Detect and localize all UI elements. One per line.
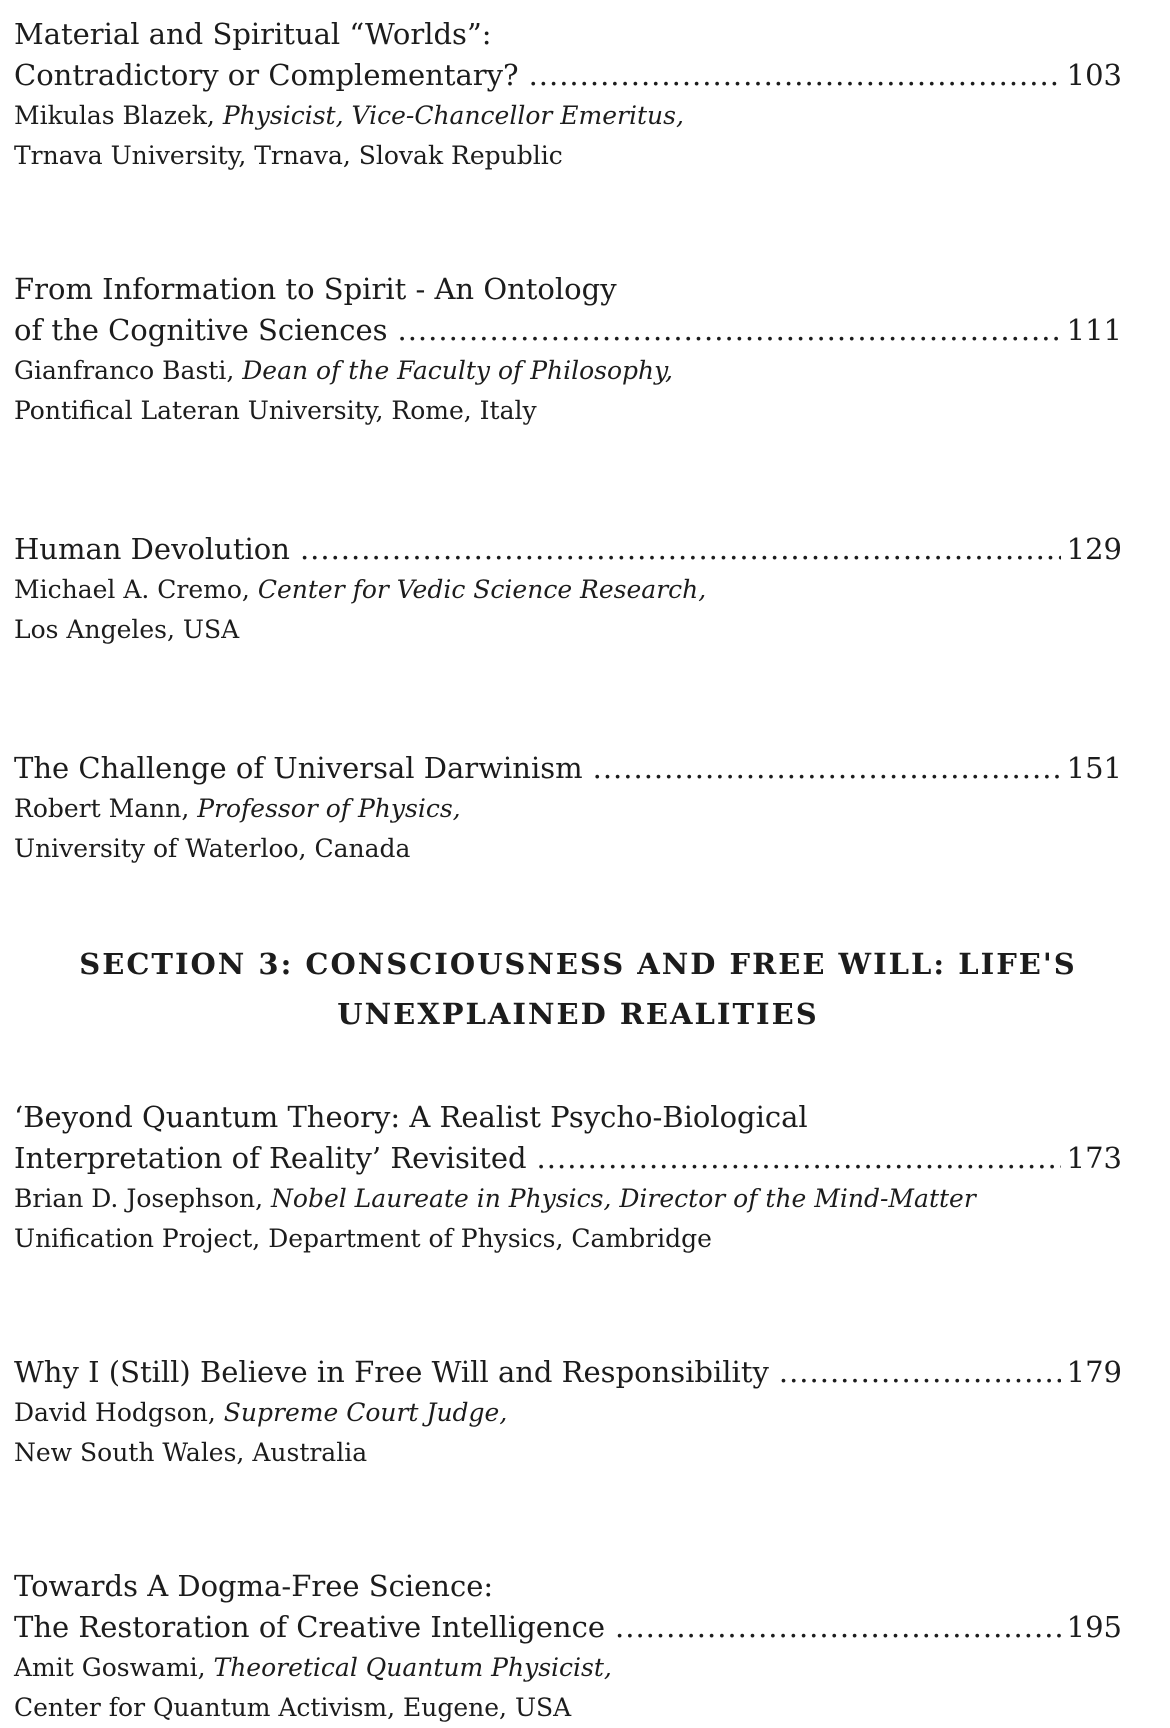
entry-title: The Restoration of Creative Intelligence <box>14 1610 606 1644</box>
entry-author-line: Amit Goswami, Theoretical Quantum Physicist, <box>14 1653 612 1682</box>
author-affiliation-continued: New South Wales, Australia <box>14 1438 368 1467</box>
entry-title: The Challenge of Universal Darwinism <box>14 751 583 785</box>
toc-entry <box>14 529 1122 650</box>
author-affiliation-continued: Los Angeles, USA <box>14 615 240 644</box>
author-affiliation: Dean of the Faculty of Philosophy, <box>242 356 673 385</box>
entry-title-line: Material and Spiritual “Worlds”: <box>14 17 492 51</box>
page-number: 173 <box>1066 1141 1122 1175</box>
entry-title-line: ‘Beyond Quantum Theory: A Realist Psycho-Biological <box>14 1100 808 1134</box>
author-affiliation-continued: Trnava University, Trnava, Slovak Republic <box>14 141 563 170</box>
section-heading <box>14 939 1122 1039</box>
entry-title: of the Cognitive Sciences <box>14 313 388 347</box>
toc-entry <box>14 1097 1122 1259</box>
entry-title-line: From Information to Spirit - An Ontology <box>14 272 617 306</box>
entry-title: Human Devolution <box>14 532 290 566</box>
entry-title: Interpretation of Reality’ Revisited <box>14 1141 527 1175</box>
entry-title-leader <box>14 1607 1122 1648</box>
page-number: 179 <box>1066 1355 1122 1389</box>
dot-leader <box>529 55 1061 96</box>
entry-title-leader <box>14 1138 1122 1179</box>
author-affiliation: Center for Vedic Science Research, <box>257 575 707 604</box>
entry-title-leader <box>14 529 1122 570</box>
page-number: 111 <box>1066 313 1122 347</box>
toc-entry <box>14 748 1122 869</box>
author-name: Robert Mann <box>14 794 182 823</box>
page-number: 151 <box>1066 751 1122 785</box>
entry-title: Why I (Still) Believe in Free Will and Responsibility <box>14 1355 769 1389</box>
entry-author-line: Gianfranco Basti, Dean of the Faculty of Philosophy, <box>14 356 673 385</box>
author-name: Amit Goswami <box>14 1653 198 1682</box>
author-name: Gianfranco Basti <box>14 356 227 385</box>
author-name: Mikulas Blazek <box>14 101 207 130</box>
entry-author-line: Brian D. Josephson, Nobel Laureate in Physics, Director of the Mind-Matter <box>14 1184 976 1213</box>
author-affiliation: Physicist, Vice-Chancellor Emeritus, <box>222 101 684 130</box>
toc-entry <box>14 1352 1122 1473</box>
entry-title-line: Towards A Dogma-Free Science: <box>14 1569 494 1603</box>
entry-title-leader <box>14 748 1122 789</box>
page-number: 129 <box>1066 532 1122 566</box>
entry-title-leader <box>14 1352 1122 1393</box>
section-heading-line: SECTION 3: CONSCIOUSNESS AND FREE WILL: LIFE'S <box>79 947 1077 981</box>
toc-entry <box>14 14 1122 176</box>
page-number: 103 <box>1066 58 1122 92</box>
author-affiliation-continued: Pontifical Lateran University, Rome, Italy <box>14 396 537 425</box>
entry-title-leader <box>14 55 1122 96</box>
entry-author-line: Mikulas Blazek, Physicist, Vice-Chancellor Emeritus, <box>14 101 684 130</box>
page-number: 195 <box>1066 1610 1122 1644</box>
author-affiliation-continued: Unification Project, Department of Physics, Cambridge <box>14 1224 712 1253</box>
dot-leader <box>593 748 1061 789</box>
entry-author-line: Michael A. Cremo, Center for Vedic Science Research, <box>14 575 707 604</box>
author-name: Brian D. Josephson <box>14 1184 256 1213</box>
author-name: David Hodgson <box>14 1398 208 1427</box>
author-affiliation: Professor of Physics, <box>197 794 461 823</box>
entry-author-line: David Hodgson, Supreme Court Judge, <box>14 1398 508 1427</box>
author-affiliation: Theoretical Quantum Physicist, <box>213 1653 612 1682</box>
dot-leader <box>615 1607 1061 1648</box>
dot-leader <box>537 1138 1061 1179</box>
author-affiliation-continued: Center for Quantum Activism, Eugene, USA <box>14 1693 572 1722</box>
table-of-contents-page <box>14 14 1122 1728</box>
author-affiliation: Nobel Laureate in Physics, Director of the Mind-Matter <box>271 1184 976 1213</box>
toc-entry <box>14 269 1122 431</box>
dot-leader <box>779 1352 1061 1393</box>
author-affiliation: Supreme Court Judge, <box>223 1398 508 1427</box>
entry-title: Contradictory or Complementary? <box>14 58 519 92</box>
author-name: Michael A. Cremo <box>14 575 242 604</box>
section-heading-line: UNEXPLAINED REALITIES <box>337 997 819 1031</box>
author-affiliation-continued: University of Waterloo, Canada <box>14 834 411 863</box>
dot-leader <box>398 310 1061 351</box>
dot-leader <box>300 529 1061 570</box>
entry-author-line: Robert Mann, Professor of Physics, <box>14 794 461 823</box>
entry-title-leader <box>14 310 1122 351</box>
toc-entry <box>14 1566 1122 1728</box>
